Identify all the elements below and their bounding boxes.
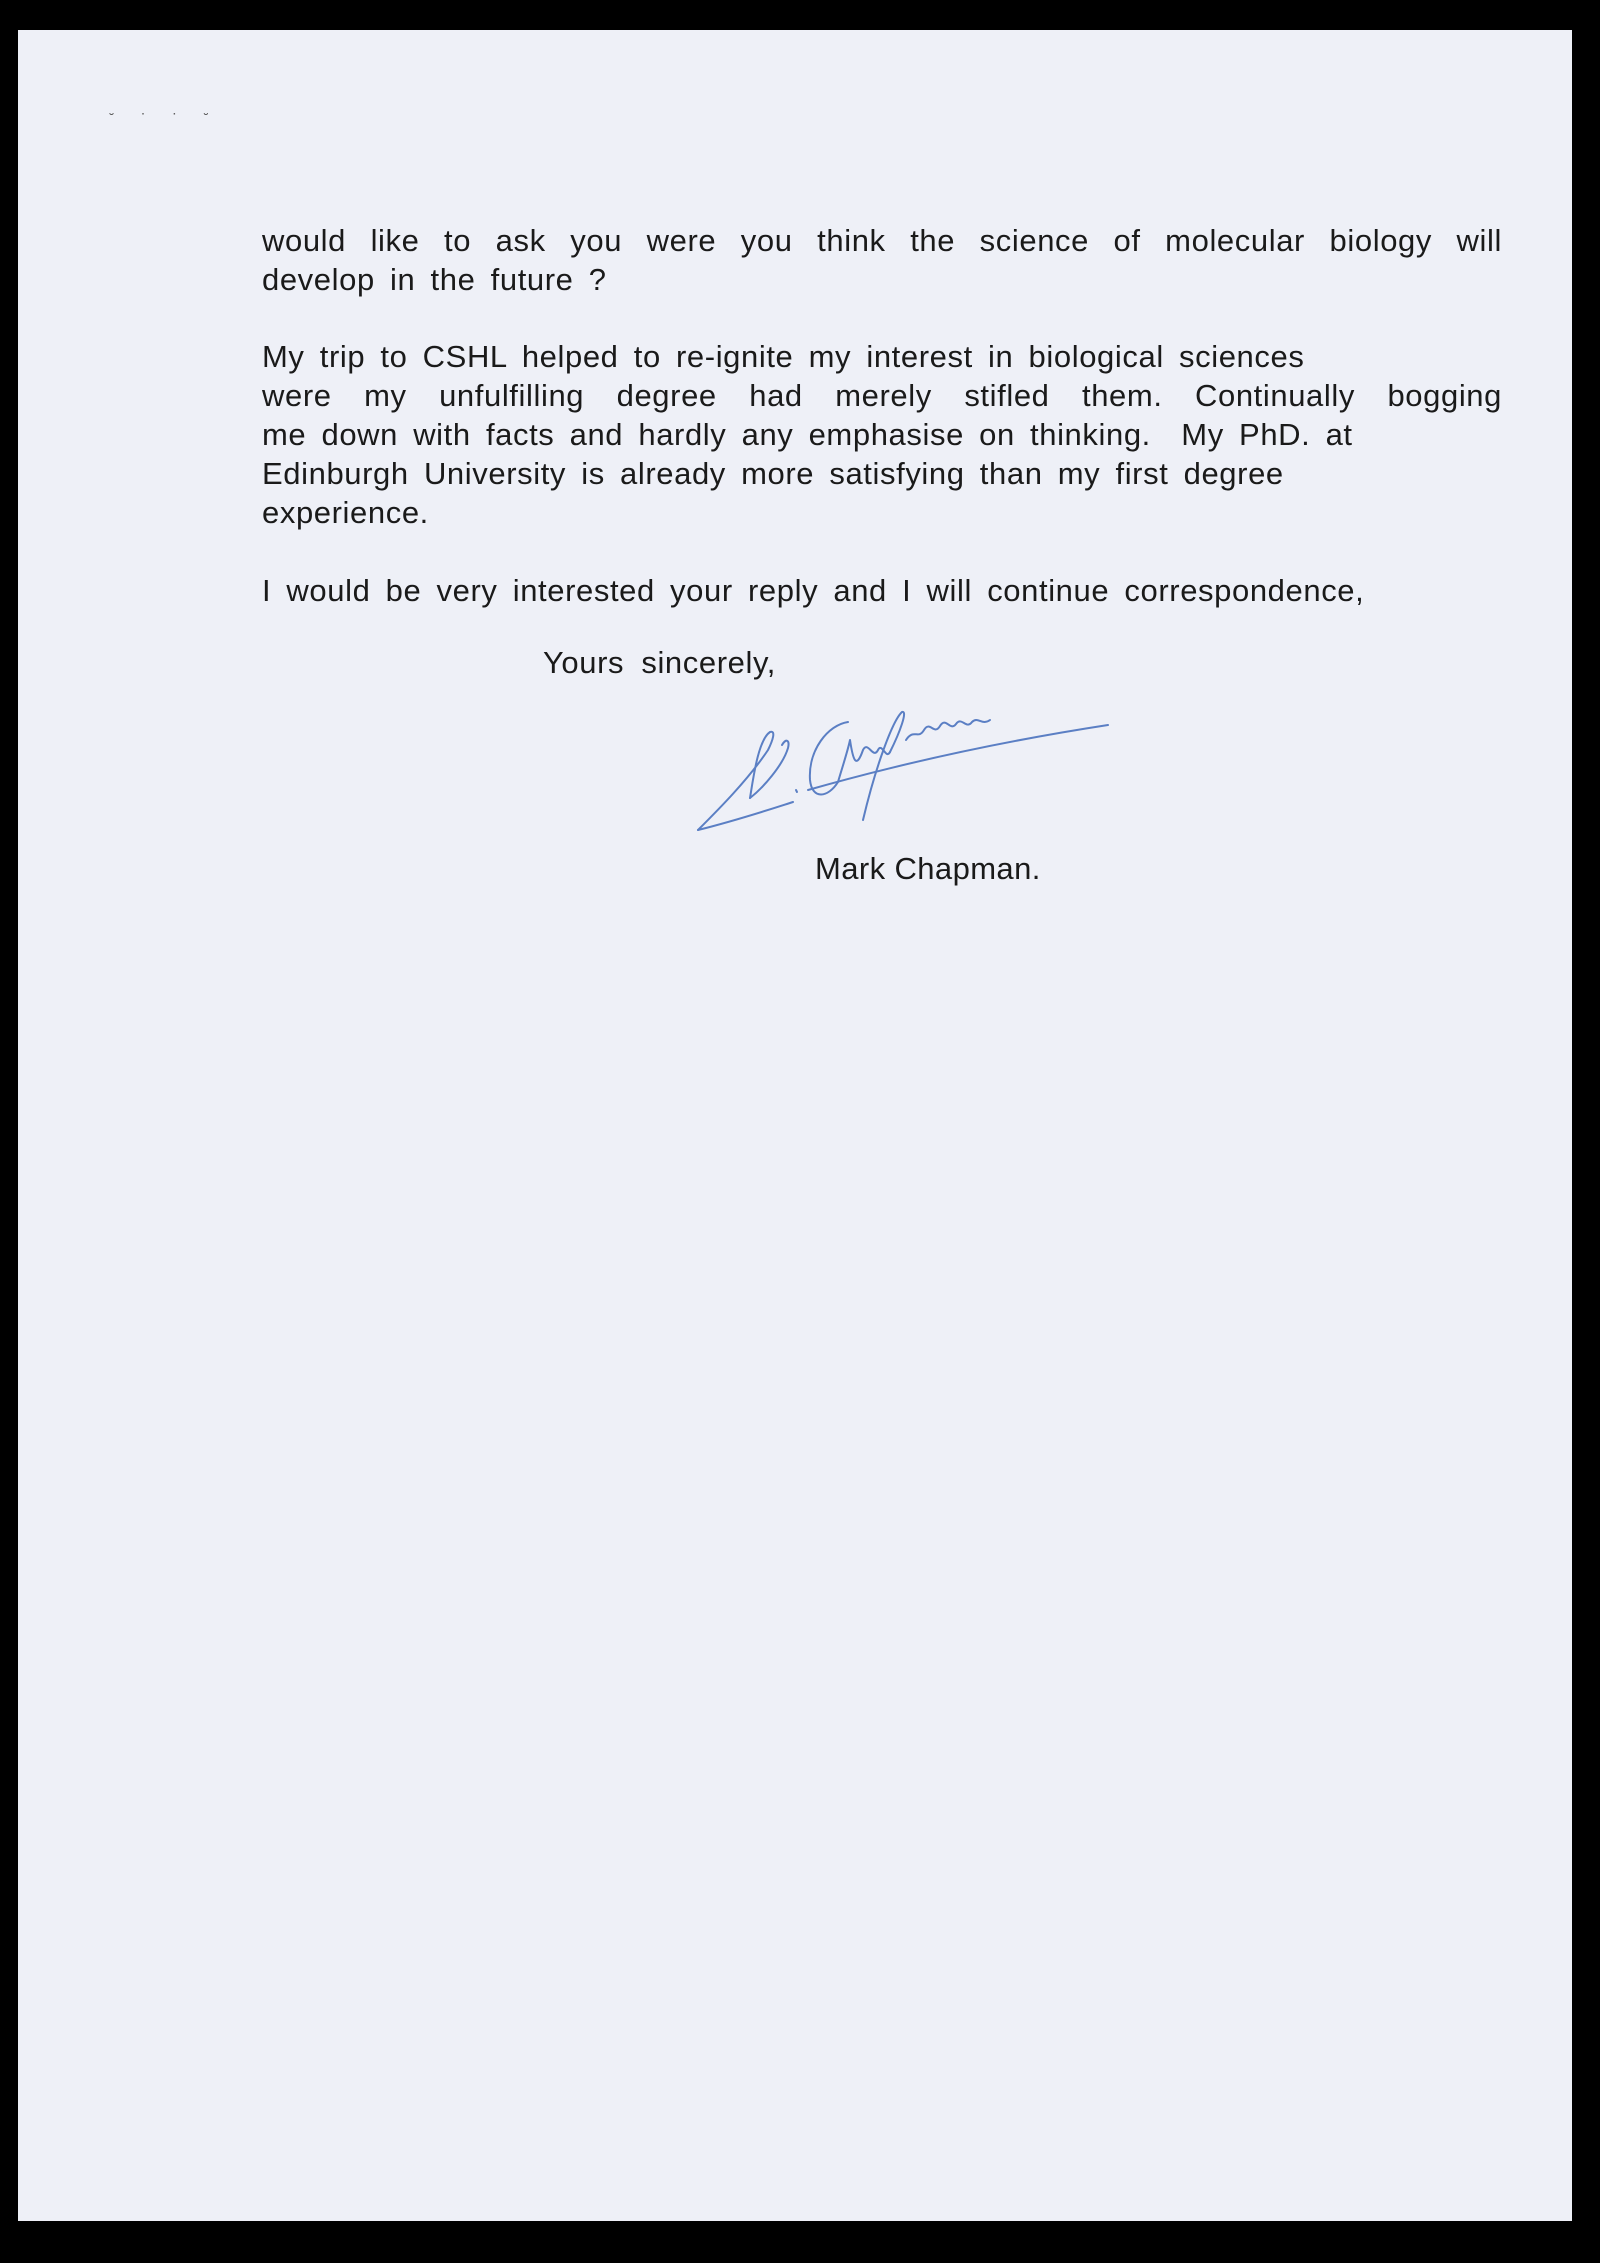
paragraph-closing-request [262,571,1502,610]
text-line: me down with facts and hardly any emphasise on thinking. My PhD. at [262,417,1353,452]
text-line: experience. [262,495,429,530]
paragraph-question [262,221,1502,299]
text-line: develop in the future ? [262,262,607,297]
paper-specks: ˘ ˙ ˙ ˘ [108,112,220,128]
signature-stroke [698,732,773,830]
closing-salutation: Yours sincerely, [543,645,776,680]
handwritten-signature [678,670,1128,850]
signature-stroke [906,720,990,740]
paragraph-cshl-trip [262,337,1502,532]
letter-page [18,30,1572,2221]
text-line: Edinburgh University is already more satisfying than my first degree [262,456,1284,491]
text-line: My trip to CSHL helped to re-ignite my interest in biological sciences [262,339,1305,374]
text-line: were my unfulfilling degree had merely stifled them. Continually bogging [262,378,1502,413]
text-line: would like to ask you were you think the science of molecular biology will [262,223,1502,258]
signer-name: Mark Chapman. [815,851,1041,886]
signature-stroke [796,790,797,792]
text-line: I would be very interested your reply and I will continue correspondence, [262,573,1365,608]
